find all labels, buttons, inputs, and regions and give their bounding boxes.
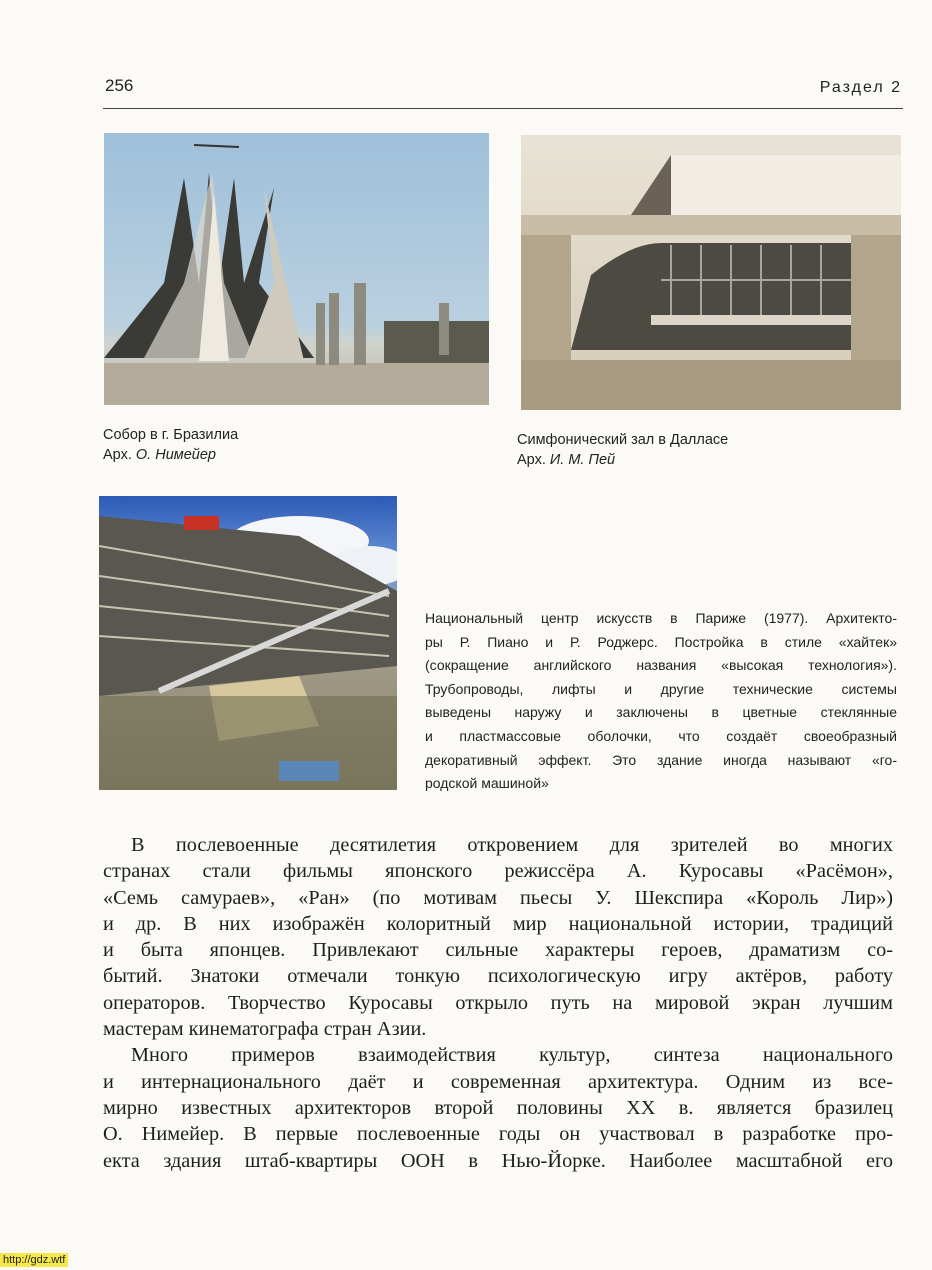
paragraph: [103, 1042, 893, 1173]
photo-pompidou-centre: [99, 496, 397, 790]
caption-pompidou: [425, 607, 897, 796]
text-line: операторов. Творчество Куросавы открыло путь на мировой экран лучшим: [103, 991, 893, 1014]
caption-title: Симфонический зал в Далласе: [517, 432, 729, 448]
source-link[interactable]: http://gdz.wtf: [0, 1253, 68, 1267]
caption-author-prefix: Арх.: [517, 452, 546, 468]
caption-author: О. Нимейер: [135, 447, 216, 463]
caption-author-prefix: Арх.: [103, 447, 132, 463]
text-line: мастерам кинематографа стран Азии.: [103, 1018, 427, 1041]
caption-author: И. М. Пей: [549, 452, 616, 468]
paragraph: [103, 832, 893, 1042]
caption-title: Собор в г. Бразилиа: [103, 427, 239, 443]
body-text: [103, 832, 893, 1174]
text-line: екта здания штаб-квартиры ООН в Нью-Йорке. Наиболее масштабной его: [103, 1149, 893, 1172]
caption-line: выведены наружу и заключены в цветные стеклянные: [425, 704, 897, 721]
caption-brasilia: [103, 425, 238, 465]
text-line: и др. В них изображён колоритный мир национальной истории, традиций: [103, 912, 893, 935]
photo-dallas-symphony-hall: [521, 135, 901, 410]
text-line: странах стали фильмы японского режиссёра А. Куросавы «Расёмон»,: [103, 860, 893, 883]
caption-line: декоративный эффект. Это здание иногда называют «го-: [425, 751, 897, 768]
caption-line: Трубопроводы, лифты и другие технические системы: [425, 680, 897, 697]
text-line: Много примеров взаимодействия культур, синтеза национального: [131, 1044, 893, 1067]
text-line: бытий. Знатоки отмечали тонкую психологическую игру актёров, работу: [103, 965, 893, 988]
caption-dallas: [517, 430, 728, 470]
caption-line: Национальный центр искусств в Париже (1977). Архитекто-: [425, 610, 897, 626]
photo-brasilia-cathedral: [104, 133, 489, 405]
text-line: мирно известных архитекторов второй половины XX в. является бразилец: [103, 1096, 893, 1119]
page-number: 256: [105, 76, 134, 95]
text-line: В послевоенные десятилетия откровением для зрителей во многих: [131, 834, 893, 856]
text-line: «Семь самураев», «Ран» (по мотивам пьесы У. Шекспира «Король Лир»): [103, 886, 893, 909]
text-line: и быта японцев. Привлекают сильные характеры героев, драматизм со-: [103, 939, 893, 962]
caption-line: родской машиной»: [425, 775, 549, 792]
text-line: О. Нимейер. В первые послевоенные годы он участвовал в разработке про-: [103, 1123, 893, 1146]
caption-line: ры Р. Пиано и Р. Роджерс. Постройка в стиле «хайтек»: [425, 633, 897, 650]
header-divider: [103, 108, 903, 109]
caption-line: (сокращение английского названия «высокая технология»).: [425, 657, 897, 674]
caption-line: и пластмассовые оболочки, что создаёт своеобразный: [425, 727, 897, 744]
section-title: Раздел 2: [819, 79, 902, 96]
text-line: и интернационального даёт и современная архитектура. Одним из все-: [103, 1070, 893, 1093]
